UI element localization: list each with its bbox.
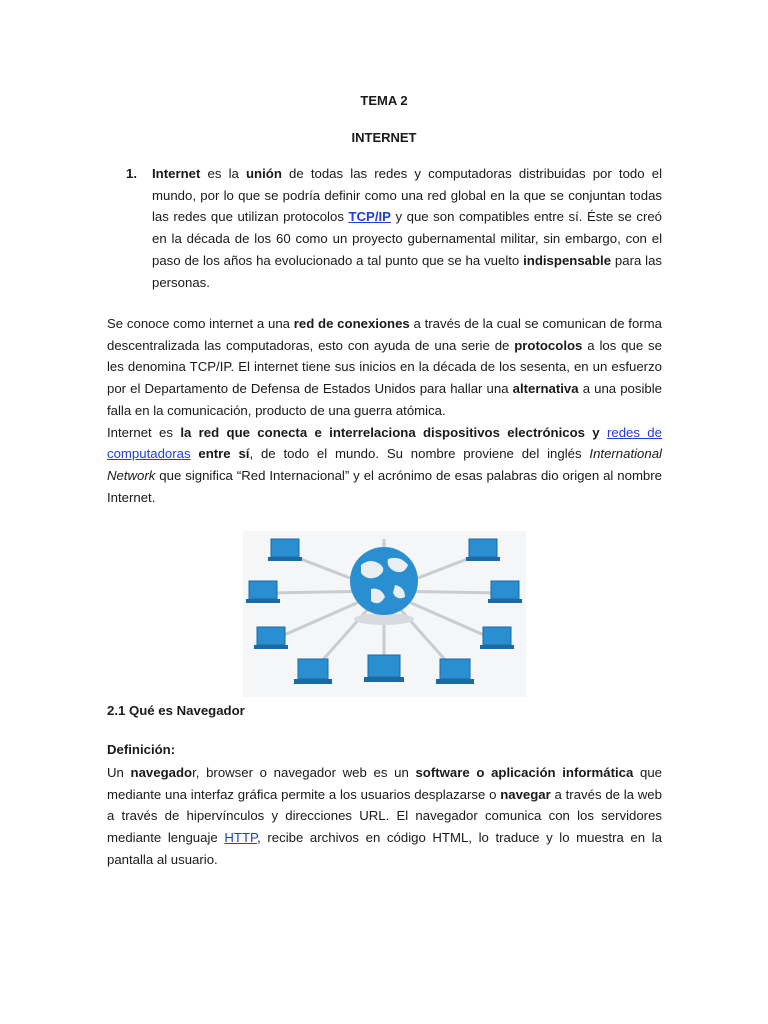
term-red-que-conecta: la red que conecta e interrelaciona dispositivos electrónicos y: [180, 424, 607, 440]
text-run: , de todo el mundo. Su nombre proviene del inglés: [249, 446, 590, 462]
definition-label: Definición:: [107, 742, 176, 757]
text-run: a los que se les denomina TCP/IP. El internet tiene sus inicios en la década de los sesenta, en un esfuerzo por el Departamento de Defensa de Estados Unidos para hallar una: [107, 337, 662, 397]
paragraph-conexiones: [107, 313, 662, 508]
list-item-text: [152, 163, 662, 293]
term-red-de-conexiones: red de conexiones: [293, 316, 410, 331]
document-title: INTERNET: [351, 130, 417, 145]
term-entre-si: entre sí: [190, 446, 250, 462]
numbered-list-item: [126, 163, 662, 293]
text-run: Internet es: [107, 424, 181, 440]
text-run: a través de la web a través de hipervínculos y direcciones URL. El navegador comunica con los servidores mediante lenguaje: [107, 786, 662, 846]
paragraph-navegador: [107, 762, 662, 871]
network-illustration: [243, 531, 526, 697]
tcpip-link[interactable]: TCP/IP: [348, 209, 391, 225]
text-run: es la: [200, 166, 246, 181]
globe-icon: [350, 547, 418, 615]
text-run: Un: [107, 765, 131, 780]
term-protocolos: protocolos: [514, 337, 583, 353]
term-navegador: navegado: [130, 765, 193, 780]
term-internet: Internet: [152, 166, 201, 181]
term-union: unión: [246, 166, 282, 181]
text-run: y que son compatibles entre sí. Éste se creó en la década de los 60 como un proyecto gubernamental militar, sin embargo, con el paso de los años ha evolucionado a tal punto que se ha vuelto: [152, 209, 662, 268]
http-link[interactable]: HTTP: [224, 830, 258, 846]
text-run: que mediante una interfaz gráfica permite a los usuarios desplazarse o: [107, 765, 662, 802]
text-run: a una posible falla en la comunicación, producto de una guerra atómica.: [107, 381, 662, 418]
text-run: que significa “Red Internacional” y el acrónimo de esas palabras dio origen al nombre Internet.: [107, 467, 662, 505]
redes-de-computadoras-link[interactable]: redes de computadoras: [107, 424, 662, 462]
text-run: a través de la cual se comunican de forma descentralizada las computadoras, esto con ayuda de una serie de: [107, 316, 662, 353]
text-run: , recibe archivos en código HTML, lo traduce y lo muestra en la pantalla al usuario.: [107, 830, 662, 867]
term-software: software o aplicación informática: [415, 765, 634, 780]
term-alternativa: alternativa: [512, 381, 579, 397]
text-run: r, browser o navegador web es un: [192, 765, 416, 780]
term-navegar: navegar: [500, 786, 551, 802]
network-globe-image: [243, 531, 526, 697]
text-run: de todas las redes y computadoras distribuidas por todo el mundo, por lo que se podría definir como una red global en la que se conjuntan todas las redes que utilizan protocolos: [152, 166, 662, 225]
list-number: 1.: [126, 166, 137, 181]
text-run: para las personas.: [152, 252, 662, 290]
term-international-network: International Network: [107, 446, 662, 483]
text-run: Se conoce como internet a una: [107, 316, 294, 331]
tema-label: TEMA 2: [360, 93, 408, 108]
term-indispensable: indispensable: [523, 252, 612, 268]
section-heading: 2.1 Qué es Navegador: [107, 703, 245, 718]
